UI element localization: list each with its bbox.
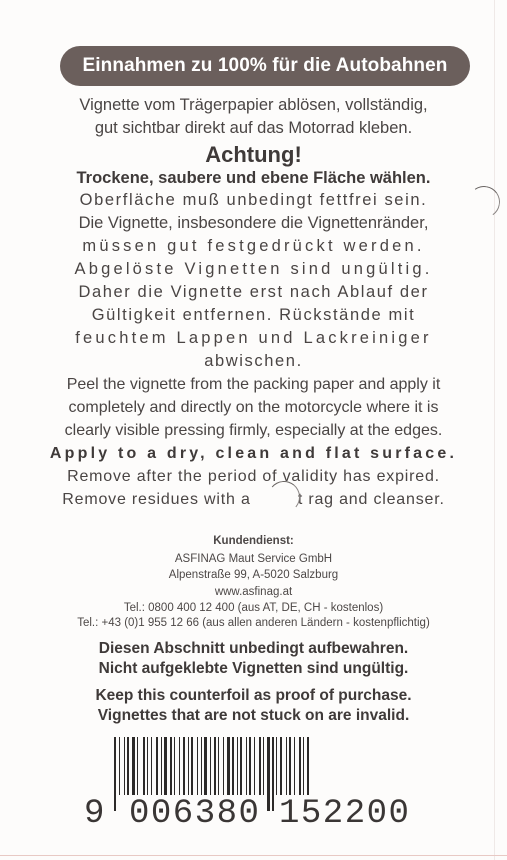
en-body2-line-2: Remove residues with a t rag and cleanser. <box>62 491 445 508</box>
de-body-line-3: müssen gut festgedrückt werden. <box>82 237 425 255</box>
barcode-bar <box>151 737 152 795</box>
notice-de-line-1: Diesen Abschnitt unbedingt aufbewahren. <box>98 640 409 657</box>
barcode <box>114 737 424 803</box>
barcode-bar <box>263 737 264 795</box>
de-bold-line: Trockene, saubere und ebene Fläche wählen. <box>76 169 431 187</box>
barcode-digits-left: 006380 <box>129 795 261 833</box>
barcode-bar <box>114 737 116 811</box>
header-banner: Einnahmen zu 100% für die Autobahnen <box>60 46 470 86</box>
barcode-bar <box>267 737 270 811</box>
barcode-bar <box>201 737 202 795</box>
service-phone-paid: Tel.: +43 (0)1 955 12 66 (aus allen anderen Ländern - kostenpflichtig) <box>77 617 430 629</box>
barcode-digit-first: 9 <box>84 795 106 833</box>
en-body-line-3: clearly visible pressing firmly, especially at the edges. <box>64 422 443 439</box>
barcode-bar <box>143 737 145 795</box>
barcode-bar <box>204 737 207 795</box>
barcode-bar <box>254 737 255 795</box>
barcode-bar <box>147 737 148 795</box>
barcode-bar <box>183 737 185 795</box>
de-body-line-6: Gültigkeit entfernen. Rückstände mit <box>91 306 416 324</box>
perforation-line <box>0 855 507 856</box>
en-body2-line-1: Remove after the period of validity has expired. <box>67 468 440 485</box>
barcode-bar <box>197 737 198 795</box>
barcode-bar <box>124 737 125 795</box>
barcode-bar <box>286 737 287 795</box>
barcode-bar <box>119 737 120 795</box>
barcode-bar <box>237 737 238 795</box>
barcode-bar <box>276 737 277 795</box>
barcode-bar <box>188 737 189 795</box>
barcode-bar <box>272 737 274 811</box>
barcode-bar <box>170 737 172 795</box>
barcode-bar <box>210 737 211 795</box>
en-body-line-1: Peel the vignette from the packing paper and apply it <box>66 376 441 393</box>
barcode-bar <box>240 737 242 795</box>
service-address: Alpenstraße 99, A-5020 Salzburg <box>168 569 339 581</box>
barcode-bar <box>280 737 282 795</box>
achtung-heading: Achtung! <box>205 142 302 167</box>
barcode-bar <box>299 737 301 795</box>
barcode-bar <box>127 737 129 795</box>
notice-en-line-2: Vignettes that are not stuck on are invalid. <box>97 707 410 724</box>
barcode-bar <box>174 737 175 795</box>
barcode-bar <box>246 737 247 795</box>
de-body-line-8: abwischen. <box>204 352 303 370</box>
barcode-bar <box>179 737 180 795</box>
barcode-bar <box>294 737 295 795</box>
de-body-line-2: Die Vignette, insbesondere die Vignettenränder, <box>78 214 429 232</box>
barcode-bar <box>232 737 234 795</box>
barcode-bar <box>191 737 193 795</box>
barcode-bar <box>132 737 135 795</box>
barcode-bar <box>223 737 224 795</box>
en-body-line-2: completely and directly on the motorcycle where it is <box>68 399 439 416</box>
barcode-bar <box>303 737 304 795</box>
barcode-bar <box>164 737 167 795</box>
barcode-bar <box>161 737 162 795</box>
barcode-bar <box>259 737 261 795</box>
barcode-bar <box>289 737 291 795</box>
service-heading: Kundendienst: <box>213 535 294 547</box>
barcode-bar <box>227 737 230 795</box>
barcode-bar <box>156 737 158 795</box>
de-body-line-5: Daher die Vignette erst nach Ablauf der <box>78 283 429 301</box>
service-company: ASFINAG Maut Service GmbH <box>174 553 333 565</box>
barcode-bar <box>137 737 138 795</box>
de-body-line-4: Abgelöste Vignetten sind ungültig. <box>74 260 433 278</box>
barcode-bar <box>214 737 216 795</box>
barcode-digits-right: 152200 <box>279 795 411 833</box>
notice-en-line-1: Keep this counterfoil as proof of purchase. <box>95 687 412 704</box>
service-phone-free: Tel.: 0800 400 12 400 (aus AT, DE, CH - kostenlos) <box>123 602 384 614</box>
en-bold-line: Apply to a dry, clean and flat surface. <box>49 445 458 462</box>
de-body-line-1: Oberfläche muß unbedingt fettfrei sein. <box>79 191 428 209</box>
de-body-line-7: feuchtem Lappen und Lackreiniger <box>75 329 432 347</box>
de-intro-line-1: Vignette vom Trägerpapier ablösen, vollständig, <box>79 96 428 114</box>
barcode-bar <box>218 737 219 795</box>
service-website: www.asfinag.at <box>214 586 293 598</box>
barcode-bar <box>307 737 309 795</box>
barcode-bar <box>249 737 251 795</box>
de-intro-line-2: gut sichtbar direkt auf das Motorrad kleben. <box>94 119 413 137</box>
notice-de-line-2: Nicht aufgeklebte Vignetten sind ungültig. <box>98 660 409 677</box>
